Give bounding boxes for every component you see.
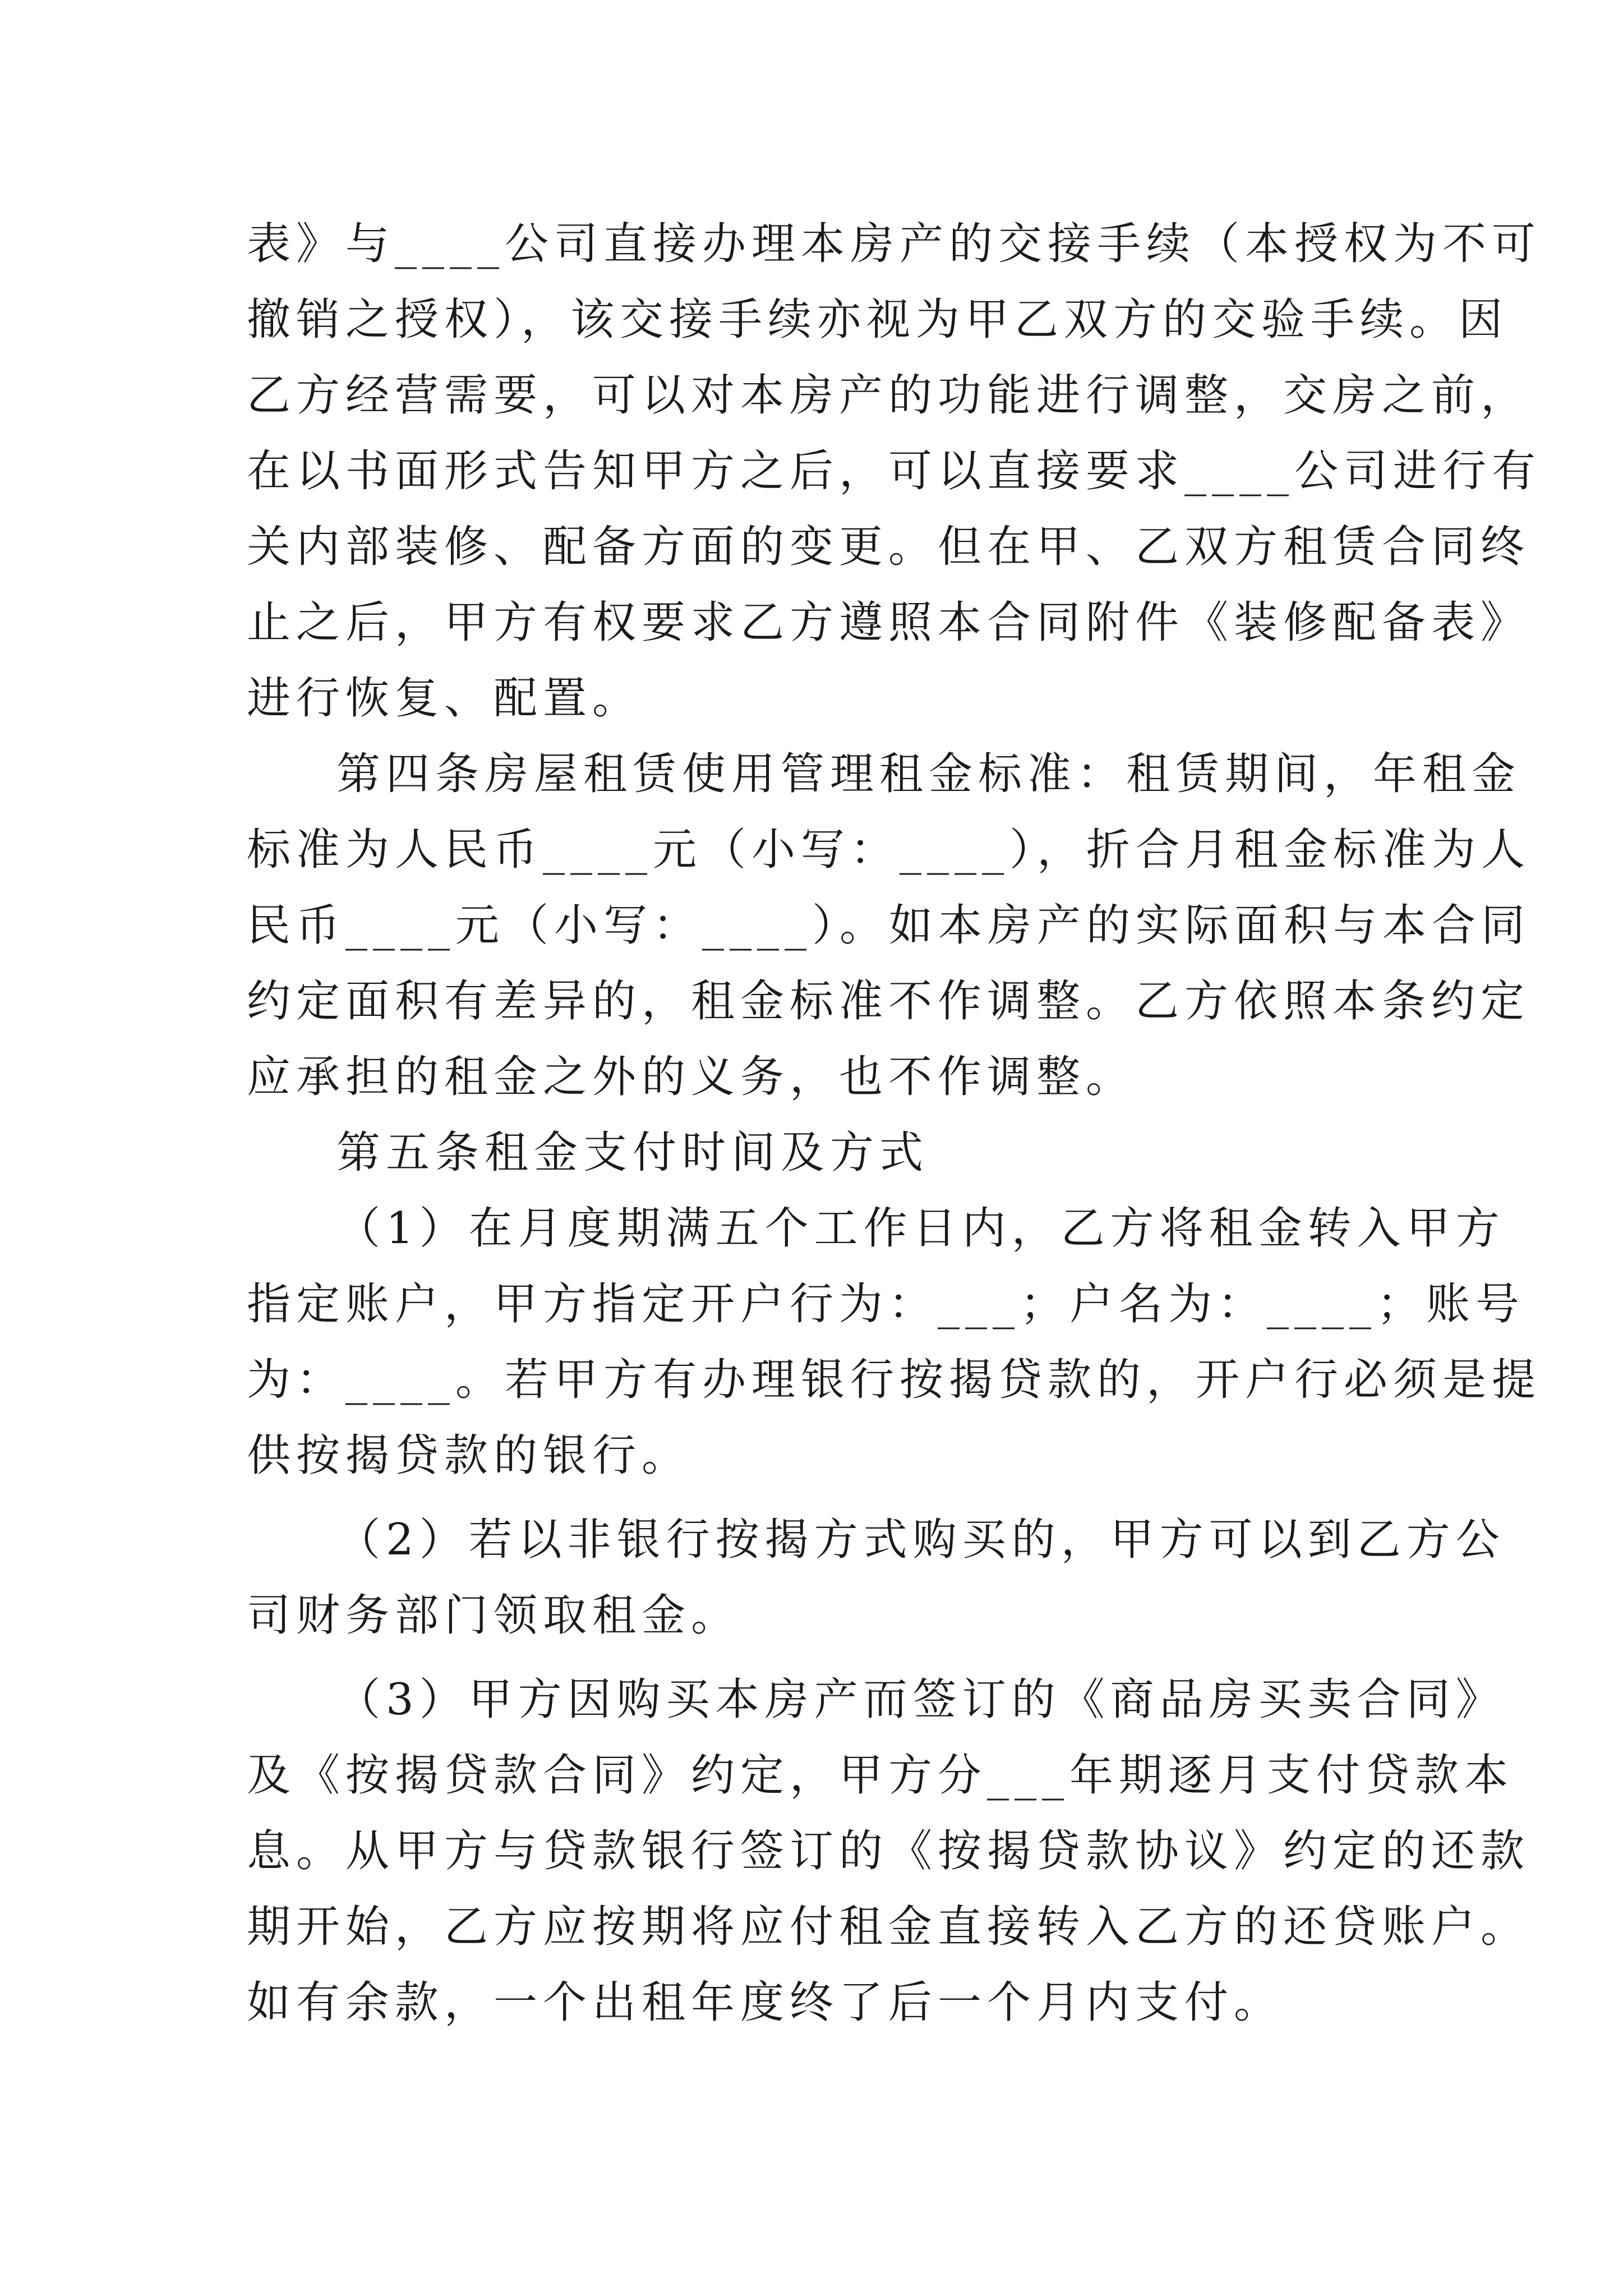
- text-line: 进行恢复、配置。: [247, 673, 642, 724]
- clause-1: （1）在月度期满五个工作日内，乙方将租金转入甲方: [336, 1203, 1505, 1254]
- text-line: 指定账户，甲方指定开户行为：___；户名为：____；账号: [247, 1279, 1525, 1329]
- text-line: 如有余款，一个出租年度终了后一个月内支付。: [247, 1977, 1284, 2028]
- text-line: 表》与____公司直接办理本房产的交接手续（本授权为不可: [247, 219, 1542, 269]
- text-line: 撤销之授权），该交接手续亦视为甲乙双方的交验手续。因: [247, 295, 1509, 345]
- text-line: 约定面积有差异的，租金标准不作调整。乙方依照本条约定: [247, 976, 1530, 1027]
- clause-2: （2）若以非银行按揭方式购买的，甲方可以到乙方公: [336, 1515, 1505, 1565]
- article-4-heading: 第四条房屋租赁使用管理租金标准：租赁期间，年租金: [336, 749, 1521, 799]
- article-5-heading: 第五条租金支付时间及方式: [336, 1128, 929, 1178]
- text-line: 关内部装修、配备方面的变更。但在甲、乙双方租赁合同终: [247, 522, 1530, 572]
- clause-3: （3）甲方因购买本房产而签订的《商品房买卖合同》: [336, 1674, 1505, 1725]
- text-line: 标准为人民币____元（小写：____），折合月租金标准为人: [247, 825, 1531, 875]
- text-line: 乙方经营需要，可以对本房产的功能进行调整，交房之前，: [247, 370, 1530, 421]
- text-line: 民币____元（小写：____）。如本房产的实际面积与本合同: [247, 900, 1531, 951]
- text-line: 止之后，甲方有权要求乙方遵照本合同附件《装修配备表》: [247, 597, 1530, 648]
- text-line: 应承担的租金之外的义务，也不作调整。: [247, 1052, 1136, 1102]
- text-line: 在以书面形式告知甲方之后，可以直接要求____公司进行有: [247, 446, 1542, 496]
- text-line: 期开始，乙方应按期将应付租金直接转入乙方的还贷账户。: [247, 1902, 1530, 1952]
- text-line: 司财务部门领取租金。: [247, 1590, 741, 1641]
- text-line: 息。从甲方与贷款银行签订的《按揭贷款协议》约定的还款: [247, 1826, 1530, 1876]
- text-line: 供按揭贷款的银行。: [247, 1430, 691, 1481]
- text-line: 及《按揭贷款合同》约定，甲方分___年期逐月支付贷款本: [247, 1750, 1514, 1801]
- text-line: 为：____。若甲方有办理银行按揭贷款的，开户行必须是提: [247, 1355, 1542, 1405]
